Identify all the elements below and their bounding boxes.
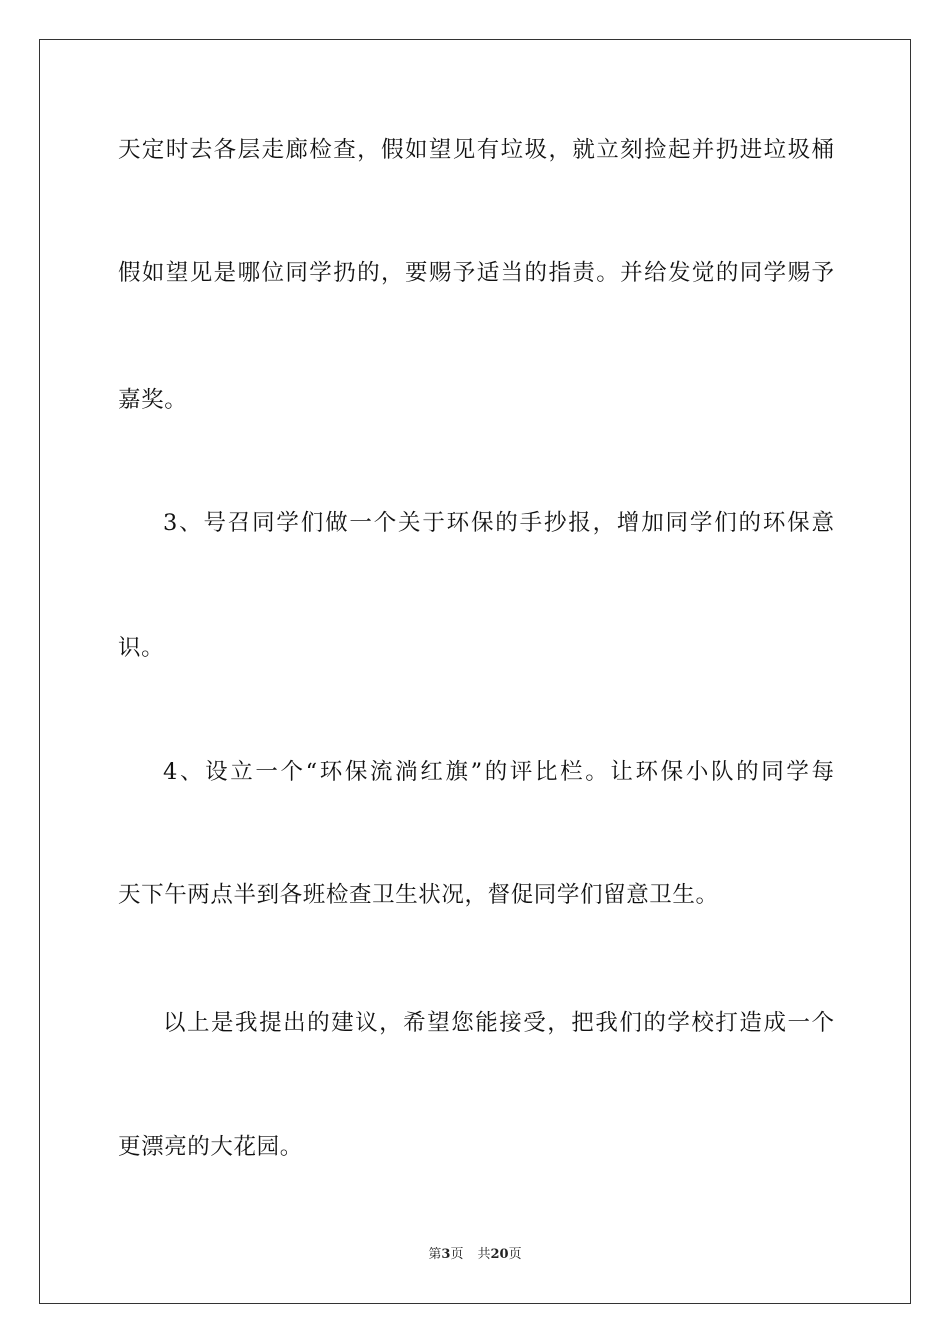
page-border bbox=[39, 39, 911, 1304]
footer-page-total: 20 bbox=[490, 1247, 509, 1262]
body-line-9: 更漂亮的大花园。 bbox=[118, 1134, 303, 1160]
footer-page-prefix: 第 bbox=[428, 1247, 442, 1262]
body-line-2: 假如望见是哪位同学扔的，要赐予适当的指责。并给发觉的同学赐予 bbox=[118, 260, 834, 286]
body-line-1: 天定时去各层走廊检查，假如望见有垃圾，就立刻捡起并扔进垃圾桶 bbox=[118, 137, 834, 163]
footer-page-suffix: 页 bbox=[450, 1247, 464, 1262]
body-line-4: 3、号召同学们做一个关于环保的手抄报，增加同学们的环保意 bbox=[163, 510, 834, 536]
body-line-8: 以上是我提出的建议，希望您能接受，把我们的学校打造成一个 bbox=[163, 1010, 834, 1036]
body-line-5: 识。 bbox=[118, 635, 165, 661]
footer-total-prefix: 共 bbox=[477, 1247, 491, 1262]
footer-total-suffix: 页 bbox=[508, 1247, 522, 1262]
page-footer bbox=[0, 1246, 950, 1264]
body-line-6: 4、设立一个“环保流淌红旗”的评比栏。让环保小队的同学每 bbox=[163, 759, 834, 785]
footer-page-current: 3 bbox=[441, 1247, 451, 1262]
body-line-7: 天下午两点半到各班检查卫生状况，督促同学们留意卫生。 bbox=[118, 882, 719, 908]
body-line-3: 嘉奖。 bbox=[118, 387, 188, 413]
